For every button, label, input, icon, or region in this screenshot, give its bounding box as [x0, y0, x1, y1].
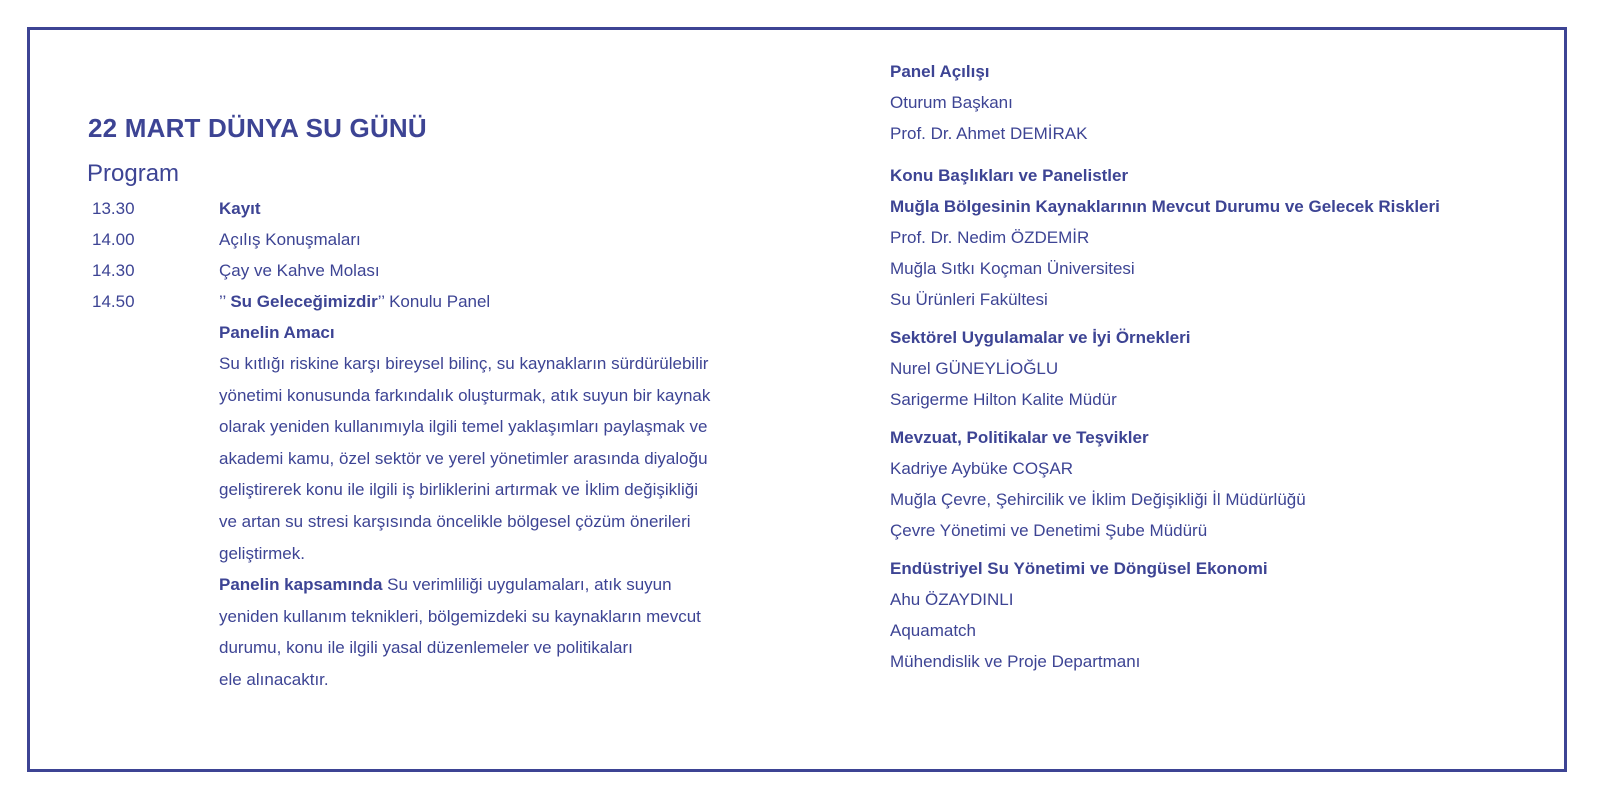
- topic-title: Mevzuat, Politikalar ve Teşvikler: [890, 428, 1149, 447]
- text-line: yeniden kullanım teknikleri, bölgemizdeki su kaynakların mevcut: [219, 606, 701, 626]
- text-line: Su kıtlığı riskine karşı bireysel bilinç, su kaynakların sürdürülebilir: [219, 354, 709, 373]
- session-chair-label: Oturum Başkanı: [890, 93, 1013, 112]
- panelist-line: Prof. Dr. Nedim ÖZDEMİR: [890, 228, 1090, 247]
- schedule-time: 13.30: [92, 199, 135, 218]
- panel-title: Su Geleceğimizdir: [230, 292, 378, 311]
- text-line: durumu, konu ile ilgili yasal düzenlemeler ve politikaları: [219, 638, 633, 658]
- panelist-line: Mühendislik ve Proje Departmanı: [890, 652, 1141, 671]
- panel-quote-open: ’’: [219, 292, 231, 311]
- panelist-line: Aquamatch: [890, 621, 976, 640]
- panel-scope-text: Su verimliliği uygulamaları, atık suyun: [382, 575, 672, 595]
- topic-title: Endüstriyel Su Yönetimi ve Döngüsel Ekonomi: [890, 559, 1268, 578]
- text-line: olarak yeniden kullanımıyla ilgili temel yaklaşımları paylaşmak ve: [219, 417, 708, 437]
- schedule-time: 14.50: [92, 292, 135, 311]
- panelist-line: Nurel GÜNEYLİOĞLU: [890, 359, 1059, 378]
- schedule-item-label: Çay ve Kahve Molası: [219, 261, 380, 280]
- text-line: yönetimi konusunda farkındalık oluşturmak, atık suyun bir kaynak: [219, 385, 711, 405]
- panel-quote-close: ’’ Konulu Panel: [377, 292, 491, 311]
- panel-scope-first-line: [219, 569, 710, 601]
- topics-heading: Konu Başlıkları ve Panelistler: [890, 166, 1129, 185]
- panel-scope-heading: Panelin kapsamında: [219, 575, 383, 595]
- topic-title: Sektörel Uygulamalar ve İyi Örnekleri: [890, 328, 1191, 347]
- panelist-line: Muğla Sıtkı Koçman Üniversitesi: [890, 259, 1135, 278]
- topic-title: Muğla Bölgesinin Kaynaklarının Mevcut Durumu ve Gelecek Riskleri: [890, 197, 1440, 216]
- text-line: geliştirerek konu ile ilgili iş birliklerini artırmak ve İklim değişikliği: [219, 480, 698, 500]
- panelist-line: Kadriye Aybüke COŞAR: [890, 459, 1073, 478]
- panel-purpose-text: [219, 348, 710, 696]
- schedule-item-label: Kayıt: [219, 199, 261, 218]
- session-chair-name: Prof. Dr. Ahmet DEMİRAK: [890, 124, 1088, 143]
- text-line: ele alınacaktır.: [219, 669, 329, 689]
- schedule-time: 14.00: [92, 230, 135, 249]
- panelist-line: Çevre Yönetimi ve Denetimi Şube Müdürü: [890, 521, 1208, 540]
- schedule-item-label: Açılış Konuşmaları: [219, 230, 361, 249]
- schedule-time: 14.30: [92, 261, 135, 280]
- text-line: akademi kamu, özel sektör ve yerel yönetimler arasında diyaloğu: [219, 448, 708, 468]
- panelist-line: Muğla Çevre, Şehircilik ve İklim Değişikliği İl Müdürlüğü: [890, 490, 1306, 509]
- panel-purpose-heading: Panelin Amacı: [219, 323, 335, 342]
- panelist-line: Sarigerme Hilton Kalite Müdür: [890, 390, 1117, 409]
- text-line: geliştirmek.: [219, 543, 305, 563]
- panelist-line: Ahu ÖZAYDINLI: [890, 590, 1014, 609]
- text-line: ve artan su stresi karşısında öncelikle bölgesel çözüm önerileri: [219, 511, 691, 531]
- panel-opening-heading: Panel Açılışı: [890, 62, 990, 81]
- program-heading: Program: [87, 160, 180, 187]
- panelist-line: Su Ürünleri Fakültesi: [890, 290, 1048, 309]
- page-title: 22 MART DÜNYA SU GÜNÜ: [88, 113, 427, 143]
- schedule-item-panel: [219, 286, 490, 317]
